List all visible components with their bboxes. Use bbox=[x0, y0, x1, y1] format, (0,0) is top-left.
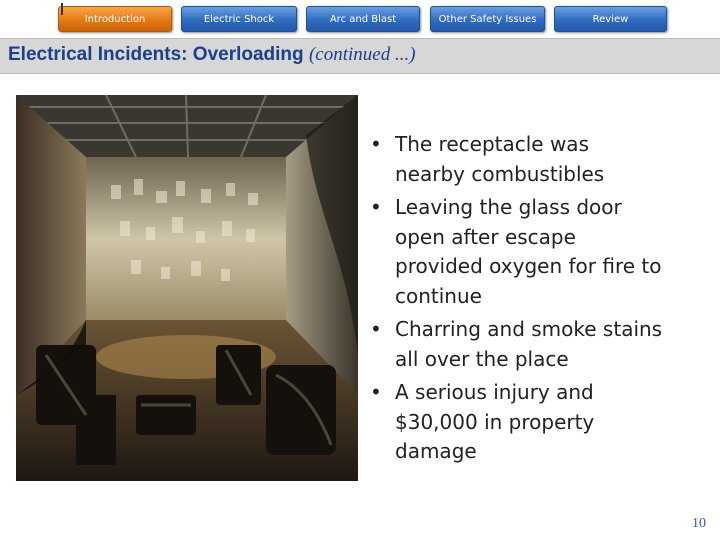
top-navigation bbox=[0, 0, 720, 36]
bullet-list bbox=[364, 130, 664, 471]
tab-label: Electric Shock bbox=[203, 13, 275, 25]
tab-review[interactable] bbox=[554, 6, 667, 32]
burned-room-photo bbox=[16, 95, 358, 481]
bullet-item: • Charring and smoke stains all over the place bbox=[364, 315, 664, 374]
page-number: 10 bbox=[692, 516, 706, 531]
tab-marker bbox=[61, 3, 63, 15]
burned-room-illustration bbox=[16, 95, 358, 481]
title-main: Electrical Incidents: Overloading bbox=[8, 44, 304, 65]
tab-other-safety-issues[interactable] bbox=[430, 6, 545, 32]
tab-label: Introduction bbox=[84, 13, 146, 25]
tab-introduction[interactable] bbox=[58, 6, 172, 32]
bullet-item: • A serious injury and $30,000 in property damage bbox=[364, 378, 664, 467]
title-continued: (continued ...) bbox=[308, 44, 416, 65]
tab-arc-and-blast[interactable] bbox=[306, 6, 420, 32]
slide-title bbox=[8, 44, 416, 66]
title-bar bbox=[0, 38, 720, 74]
tab-label: Review bbox=[592, 13, 629, 25]
tab-label: Other Safety Issues bbox=[438, 13, 537, 25]
tab-electric-shock[interactable] bbox=[181, 6, 297, 32]
bullet-item: • The receptacle was nearby combustibles bbox=[364, 130, 664, 189]
tab-label: Arc and Blast bbox=[329, 13, 397, 25]
bullet-item: • Leaving the glass door open after escape provided oxygen for fire to continue bbox=[364, 193, 664, 311]
